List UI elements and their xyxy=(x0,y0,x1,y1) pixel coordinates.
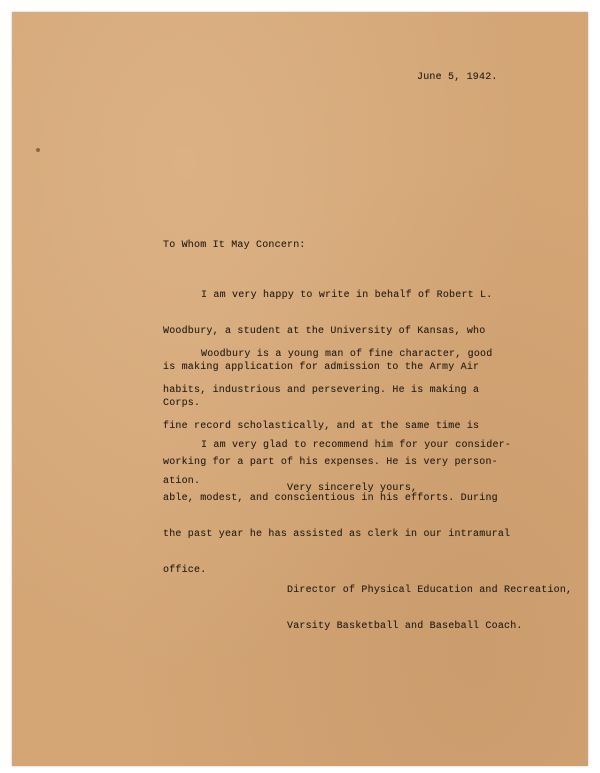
letter-signature-title xyxy=(287,561,572,657)
paragraph-3-line: I am very glad to recommend him for your consider- xyxy=(201,440,512,451)
paragraph-2-line: office. xyxy=(163,565,207,576)
paragraph-2-line: able, modest, and conscientious in his efforts. During xyxy=(163,493,498,504)
paragraph-2-line: fine record scholastically, and at the same time is xyxy=(163,421,480,432)
paragraph-1-line: is making application for admission to the Army Air xyxy=(163,362,480,373)
letter-closing: Very sincerely yours, xyxy=(287,483,418,494)
paragraph-2-line: working for a part of his expenses. He is very person- xyxy=(163,457,498,468)
paragraph-1-line: I am very happy to write in behalf of Robert L. xyxy=(201,290,493,301)
letter-paragraph-3 xyxy=(163,416,511,512)
signature-title-line: Varsity Basketball and Baseball Coach. xyxy=(287,621,523,632)
signature-title-line: Director of Physical Education and Recreation, xyxy=(287,585,573,596)
letter-salutation: To Whom It May Concern: xyxy=(163,240,306,251)
paragraph-2-line: habits, industrious and persevering. He is making a xyxy=(163,385,480,396)
paper-speck xyxy=(36,148,40,152)
paragraph-3-line: ation. xyxy=(163,476,201,487)
paragraph-1-line: Woodbury, a student at the University of Kansas, who xyxy=(163,326,486,337)
paragraph-2-line: the past year he has assisted as clerk in our intramural xyxy=(163,529,511,540)
letter-date: June 5, 1942. xyxy=(417,72,498,83)
paragraph-1-line: Corps. xyxy=(163,398,201,409)
paragraph-2-line: Woodbury is a young man of fine character, good xyxy=(201,349,493,360)
